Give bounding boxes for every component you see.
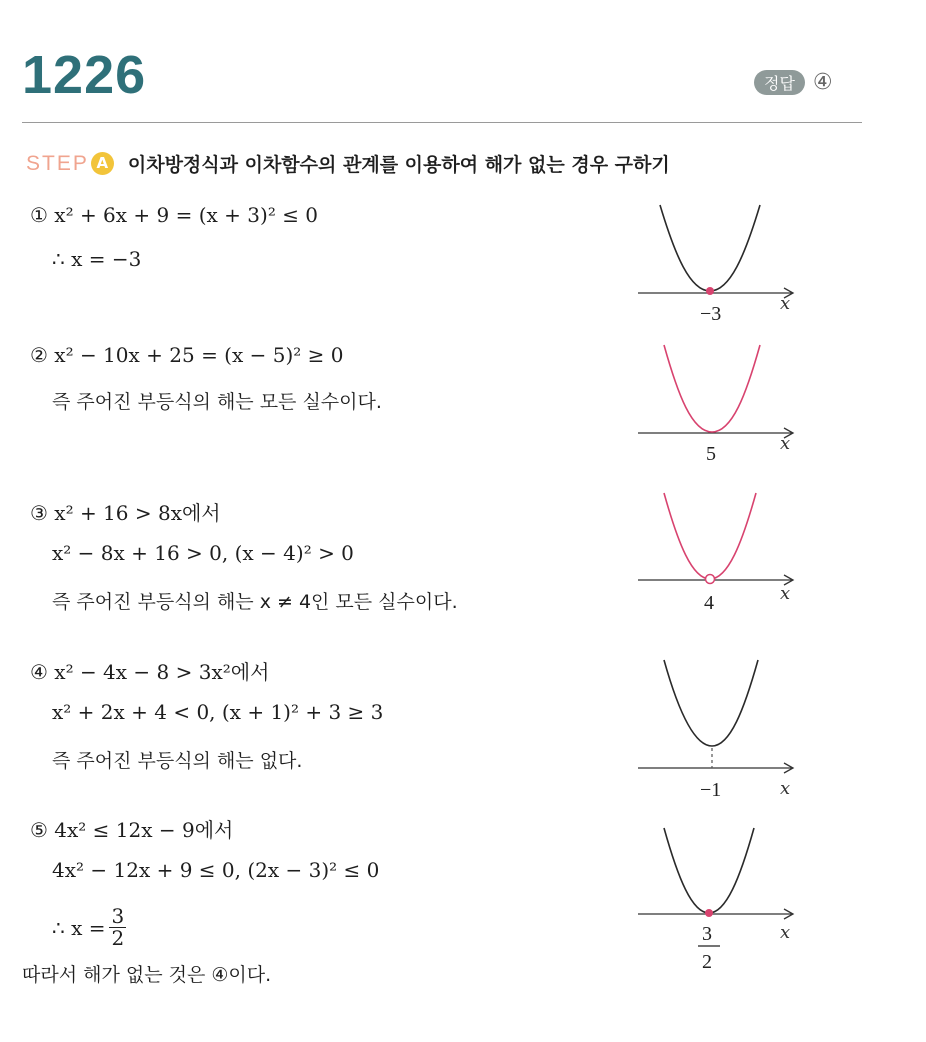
- item-4-line-1: ④ x² − 4x − 8 > 3x²에서: [30, 660, 270, 684]
- step-title: 이차방정식과 이차함수의 관계를 이용하여 해가 없는 경우 구하기: [127, 154, 670, 176]
- step-badge: A: [91, 152, 114, 175]
- item-4-line-3: 즉 주어진 부등식의 해는 없다.: [52, 750, 303, 772]
- item-5-fraction: [109, 906, 126, 949]
- item-3-line-2: x² − 8x + 16 > 0, (x − 4)² > 0: [52, 541, 354, 565]
- step-label: STEP: [26, 151, 89, 175]
- vertex-point: [706, 287, 714, 295]
- item-4-line-2: x² + 2x + 4 < 0, (x + 1)² + 3 ≥ 3: [52, 700, 384, 724]
- item-5-line-2: 4x² − 12x + 9 ≤ 0, (2x − 3)² ≤ 0: [52, 858, 380, 882]
- open-vertex-point: [706, 575, 715, 584]
- item-5-line-3: [52, 906, 126, 949]
- item-2-line-1: ② x² − 10x + 25 = (x − 5)² ≥ 0: [30, 343, 344, 367]
- answer-area: [754, 70, 833, 95]
- graph-4-label: −1: [700, 779, 722, 801]
- graph-2: [630, 335, 810, 465]
- graph-5: [630, 820, 810, 980]
- item-1-line-1: ① x² + 6x + 9 = (x + 3)² ≤ 0: [30, 203, 319, 227]
- conclusion-text: 따라서 해가 없는 것은 ④이다.: [22, 964, 272, 986]
- vertex-point: [705, 909, 713, 917]
- header-divider: [22, 122, 862, 123]
- parabola-curve: [664, 345, 760, 432]
- parabola-curve: [664, 828, 754, 913]
- x-axis-label: x: [780, 778, 791, 799]
- x-axis-label: x: [780, 433, 791, 454]
- graph-1-label: −3: [700, 303, 722, 325]
- graph-3-label: 4: [704, 592, 714, 614]
- graph-5-label-numerator: 3: [702, 923, 712, 945]
- x-axis-label: x: [780, 293, 791, 314]
- problem-number: 1226: [22, 45, 147, 105]
- parabola-curve: [660, 205, 760, 291]
- step-heading: [26, 150, 670, 177]
- x-axis-label: x: [780, 583, 791, 604]
- item-3-line-1: ③ x² + 16 > 8x에서: [30, 501, 221, 525]
- answer-value: ④: [812, 70, 833, 95]
- graph-2-label: 5: [706, 443, 716, 465]
- item-1-line-2: ∴ x = −3: [52, 247, 142, 271]
- graph-3: [630, 485, 810, 615]
- parabola-curve: [664, 493, 756, 579]
- item-5-prefix: ∴ x =: [52, 915, 106, 940]
- fraction-numerator: 3: [111, 904, 125, 928]
- graph-1: [630, 195, 810, 325]
- x-axis-label: x: [780, 922, 791, 943]
- fraction-denominator: 2: [111, 926, 125, 950]
- graph-4: [630, 650, 810, 800]
- item-2-line-2: 즉 주어진 부등식의 해는 모든 실수이다.: [52, 391, 382, 413]
- item-5-line-1: ⑤ 4x² ≤ 12x − 9에서: [30, 818, 234, 842]
- answer-badge: 정답: [754, 70, 805, 95]
- graph-5-label-denominator: 2: [702, 951, 712, 973]
- parabola-curve: [664, 660, 758, 746]
- item-3-line-3: 즉 주어진 부등식의 해는 x ≠ 4인 모든 실수이다.: [52, 591, 458, 613]
